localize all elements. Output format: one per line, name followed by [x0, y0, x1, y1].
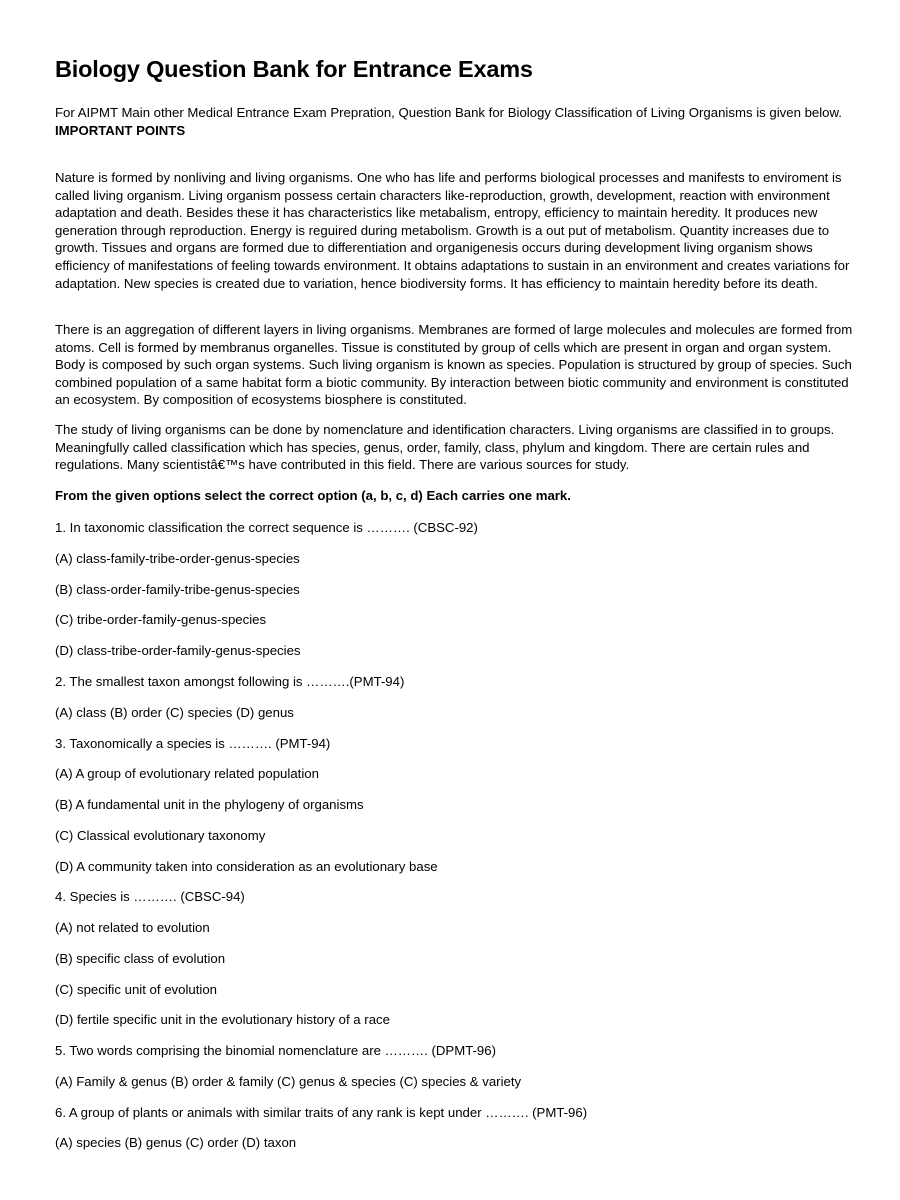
option-1d: (D) class-tribe-order-family-genus-species	[55, 643, 301, 658]
option-3a: (A) A group of evolutionary related population	[55, 766, 319, 781]
options-6: (A) species (B) genus (C) order (D) taxon	[55, 1135, 297, 1150]
option-3b: (B) A fundamental unit in the phylogeny of organisms	[55, 797, 364, 812]
document-title: Biology Question Bank for Entrance Exams	[55, 56, 533, 82]
question-3: 3. Taxonomically a species is ………. (PMT-94)	[55, 736, 331, 751]
paragraph-layers: There is an aggregation of different layers in living organisms. Membranes are formed of large molecules and molecules are formed from atoms. Cell is formed by membranus organelles. Tissue is constituted by group of cells which are present in organ and organ system. Body is composed by such organ systems. Such living organism is known as species. Population is structured by group of species. Such combined population of a same habitat form a biotic community. By interaction between biotic community and environment is constituted an ecosystem. By composition of ecosystems biosphere is constituted.	[55, 322, 853, 408]
option-4d: (D) fertile specific unit in the evolutionary history of a race	[55, 1012, 390, 1027]
paragraph-nature: Nature is formed by nonliving and living organisms. One who has life and performs biological processes and manifests to enviroment is called living organism. Living organism possess certain characters like-reproduction, growth, development, reaction with environment adaptation and death. Besides these it has characteristics like metabalism, entropy, efficiency to maintain heredity. It produces new generation through reproduction. Energy is reguired during metabolism. Growth is a out put of metabolism. Quantity increases due to growth. Tissues and organs are formed due to differentiation and organigenesis occurs during development living organism shows efficiency of manifestations of feeling towards environment. It obtains adaptations to sustain in an environment and creates variations for adaptation. New species is created due to variation, hence biodiversity forms. It has efficiency to maintain heredity before its death.	[55, 170, 850, 291]
question-2: 2. The smallest taxon amongst following is ……….(PMT-94)	[55, 674, 405, 689]
question-5: 5. Two words comprising the binomial nomenclature are ………. (DPMT-96)	[55, 1043, 496, 1058]
options-5: (A) Family & genus (B) order & family (C) genus & species (C) species & variety	[55, 1074, 522, 1089]
option-3d: (D) A community taken into consideration as an evolutionary base	[55, 859, 438, 874]
option-1c: (C) tribe-order-family-genus-species	[55, 612, 267, 627]
option-4b: (B) specific class of evolution	[55, 951, 226, 966]
question-1: 1. In taxonomic classification the correct sequence is ………. (CBSC-92)	[55, 520, 478, 535]
question-4: 4. Species is ………. (CBSC-94)	[55, 889, 245, 904]
instruction-text: From the given options select the correct option (a, b, c, d) Each carries one mark.	[55, 488, 571, 503]
option-4a: (A) not related to evolution	[55, 920, 210, 935]
intro-text: For AIPMT Main other Medical Entrance Exam Prepration, Question Bank for Biology Classification of Living Organisms is given below.	[55, 105, 842, 120]
question-6: 6. A group of plants or animals with similar traits of any rank is kept under ………. (PMT-96)	[55, 1105, 588, 1120]
option-3c: (C) Classical evolutionary taxonomy	[55, 828, 266, 843]
option-1b: (B) class-order-family-tribe-genus-species	[55, 582, 300, 597]
options-2: (A) class (B) order (C) species (D) genus	[55, 705, 294, 720]
paragraph-study: The study of living organisms can be done by nomenclature and identification characters. Living organisms are classified in to groups. Meaningfully called classification which has species, genus, order, family, class, phylum and kingdom. There are certain rules and regulations. Many scientistâ€™s have contributed in this field. There are various sources for study.	[55, 422, 835, 473]
option-1a: (A) class-family-tribe-order-genus-species	[55, 551, 300, 566]
option-4c: (C) specific unit of evolution	[55, 982, 217, 997]
intro-paragraph	[55, 104, 855, 139]
important-points-heading: IMPORTANT POINTS	[55, 122, 186, 138]
